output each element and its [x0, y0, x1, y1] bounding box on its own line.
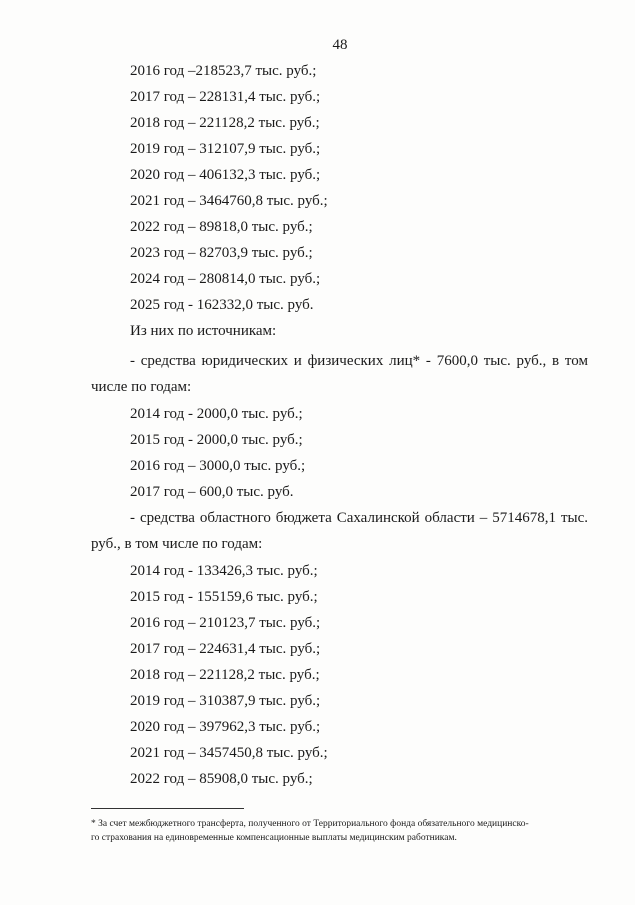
regional-budget-year-2017: 2017 год – 224631,4 тыс. руб.;	[130, 641, 321, 657]
regional-budget-year-2018: 2018 год – 221128,2 тыс. руб.;	[130, 667, 320, 683]
funding-line-2016: 2016 год –218523,7 тыс. руб.;	[130, 63, 317, 79]
regional-budget-paragraph-line1: - средства областного бюджета Сахалинской области – 5714678,1 тыс.	[130, 510, 588, 526]
page-number: 48	[332, 37, 348, 53]
funding-line-2024: 2024 год – 280814,0 тыс. руб.;	[130, 271, 321, 287]
funding-line-2022: 2022 год – 89818,0 тыс. руб.;	[130, 219, 313, 235]
legal-entities-paragraph-line2: числе по годам:	[91, 379, 192, 395]
funding-line-2019: 2019 год – 312107,9 тыс. руб.;	[130, 141, 321, 157]
legal-entities-year-2014: 2014 год - 2000,0 тыс. руб.;	[130, 406, 303, 422]
footnote-line1: * За счет межбюджетного трансферта, полученного от Территориального фонда обязательного медицинско-	[91, 819, 529, 829]
funding-line-2025: 2025 год - 162332,0 тыс. руб.	[130, 297, 314, 313]
funding-line-2021: 2021 год – 3464760,8 тыс. руб.;	[130, 193, 328, 209]
funding-line-2023: 2023 год – 82703,9 тыс. руб.;	[130, 245, 313, 261]
funding-line-2020: 2020 год – 406132,3 тыс. руб.;	[130, 167, 321, 183]
regional-budget-year-2015: 2015 год - 155159,6 тыс. руб.;	[130, 589, 318, 605]
legal-entities-paragraph-line1: - средства юридических и физических лиц* - 7600,0 тыс. руб., в том	[130, 353, 588, 369]
footnote-separator	[91, 808, 244, 809]
footnote-line2: го страхования на единовременные компенсационные выплаты медицинским работникам.	[91, 833, 457, 843]
regional-budget-year-2016: 2016 год – 210123,7 тыс. руб.;	[130, 615, 321, 631]
regional-budget-year-2014: 2014 год - 133426,3 тыс. руб.;	[130, 563, 318, 579]
legal-entities-year-2016: 2016 год – 3000,0 тыс. руб.;	[130, 458, 306, 474]
legal-entities-year-2017: 2017 год – 600,0 тыс. руб.	[130, 484, 294, 500]
regional-budget-year-2019: 2019 год – 310387,9 тыс. руб.;	[130, 693, 321, 709]
regional-budget-paragraph-line2: руб., в том числе по годам:	[91, 536, 263, 552]
regional-budget-year-2022: 2022 год – 85908,0 тыс. руб.;	[130, 771, 313, 787]
sources-heading: Из них по источникам:	[130, 323, 277, 339]
funding-line-2018: 2018 год – 221128,2 тыс. руб.;	[130, 115, 320, 131]
funding-line-2017: 2017 год – 228131,4 тыс. руб.;	[130, 89, 321, 105]
legal-entities-year-2015: 2015 год - 2000,0 тыс. руб.;	[130, 432, 303, 448]
regional-budget-year-2021: 2021 год – 3457450,8 тыс. руб.;	[130, 745, 328, 761]
regional-budget-year-2020: 2020 год – 397962,3 тыс. руб.;	[130, 719, 321, 735]
